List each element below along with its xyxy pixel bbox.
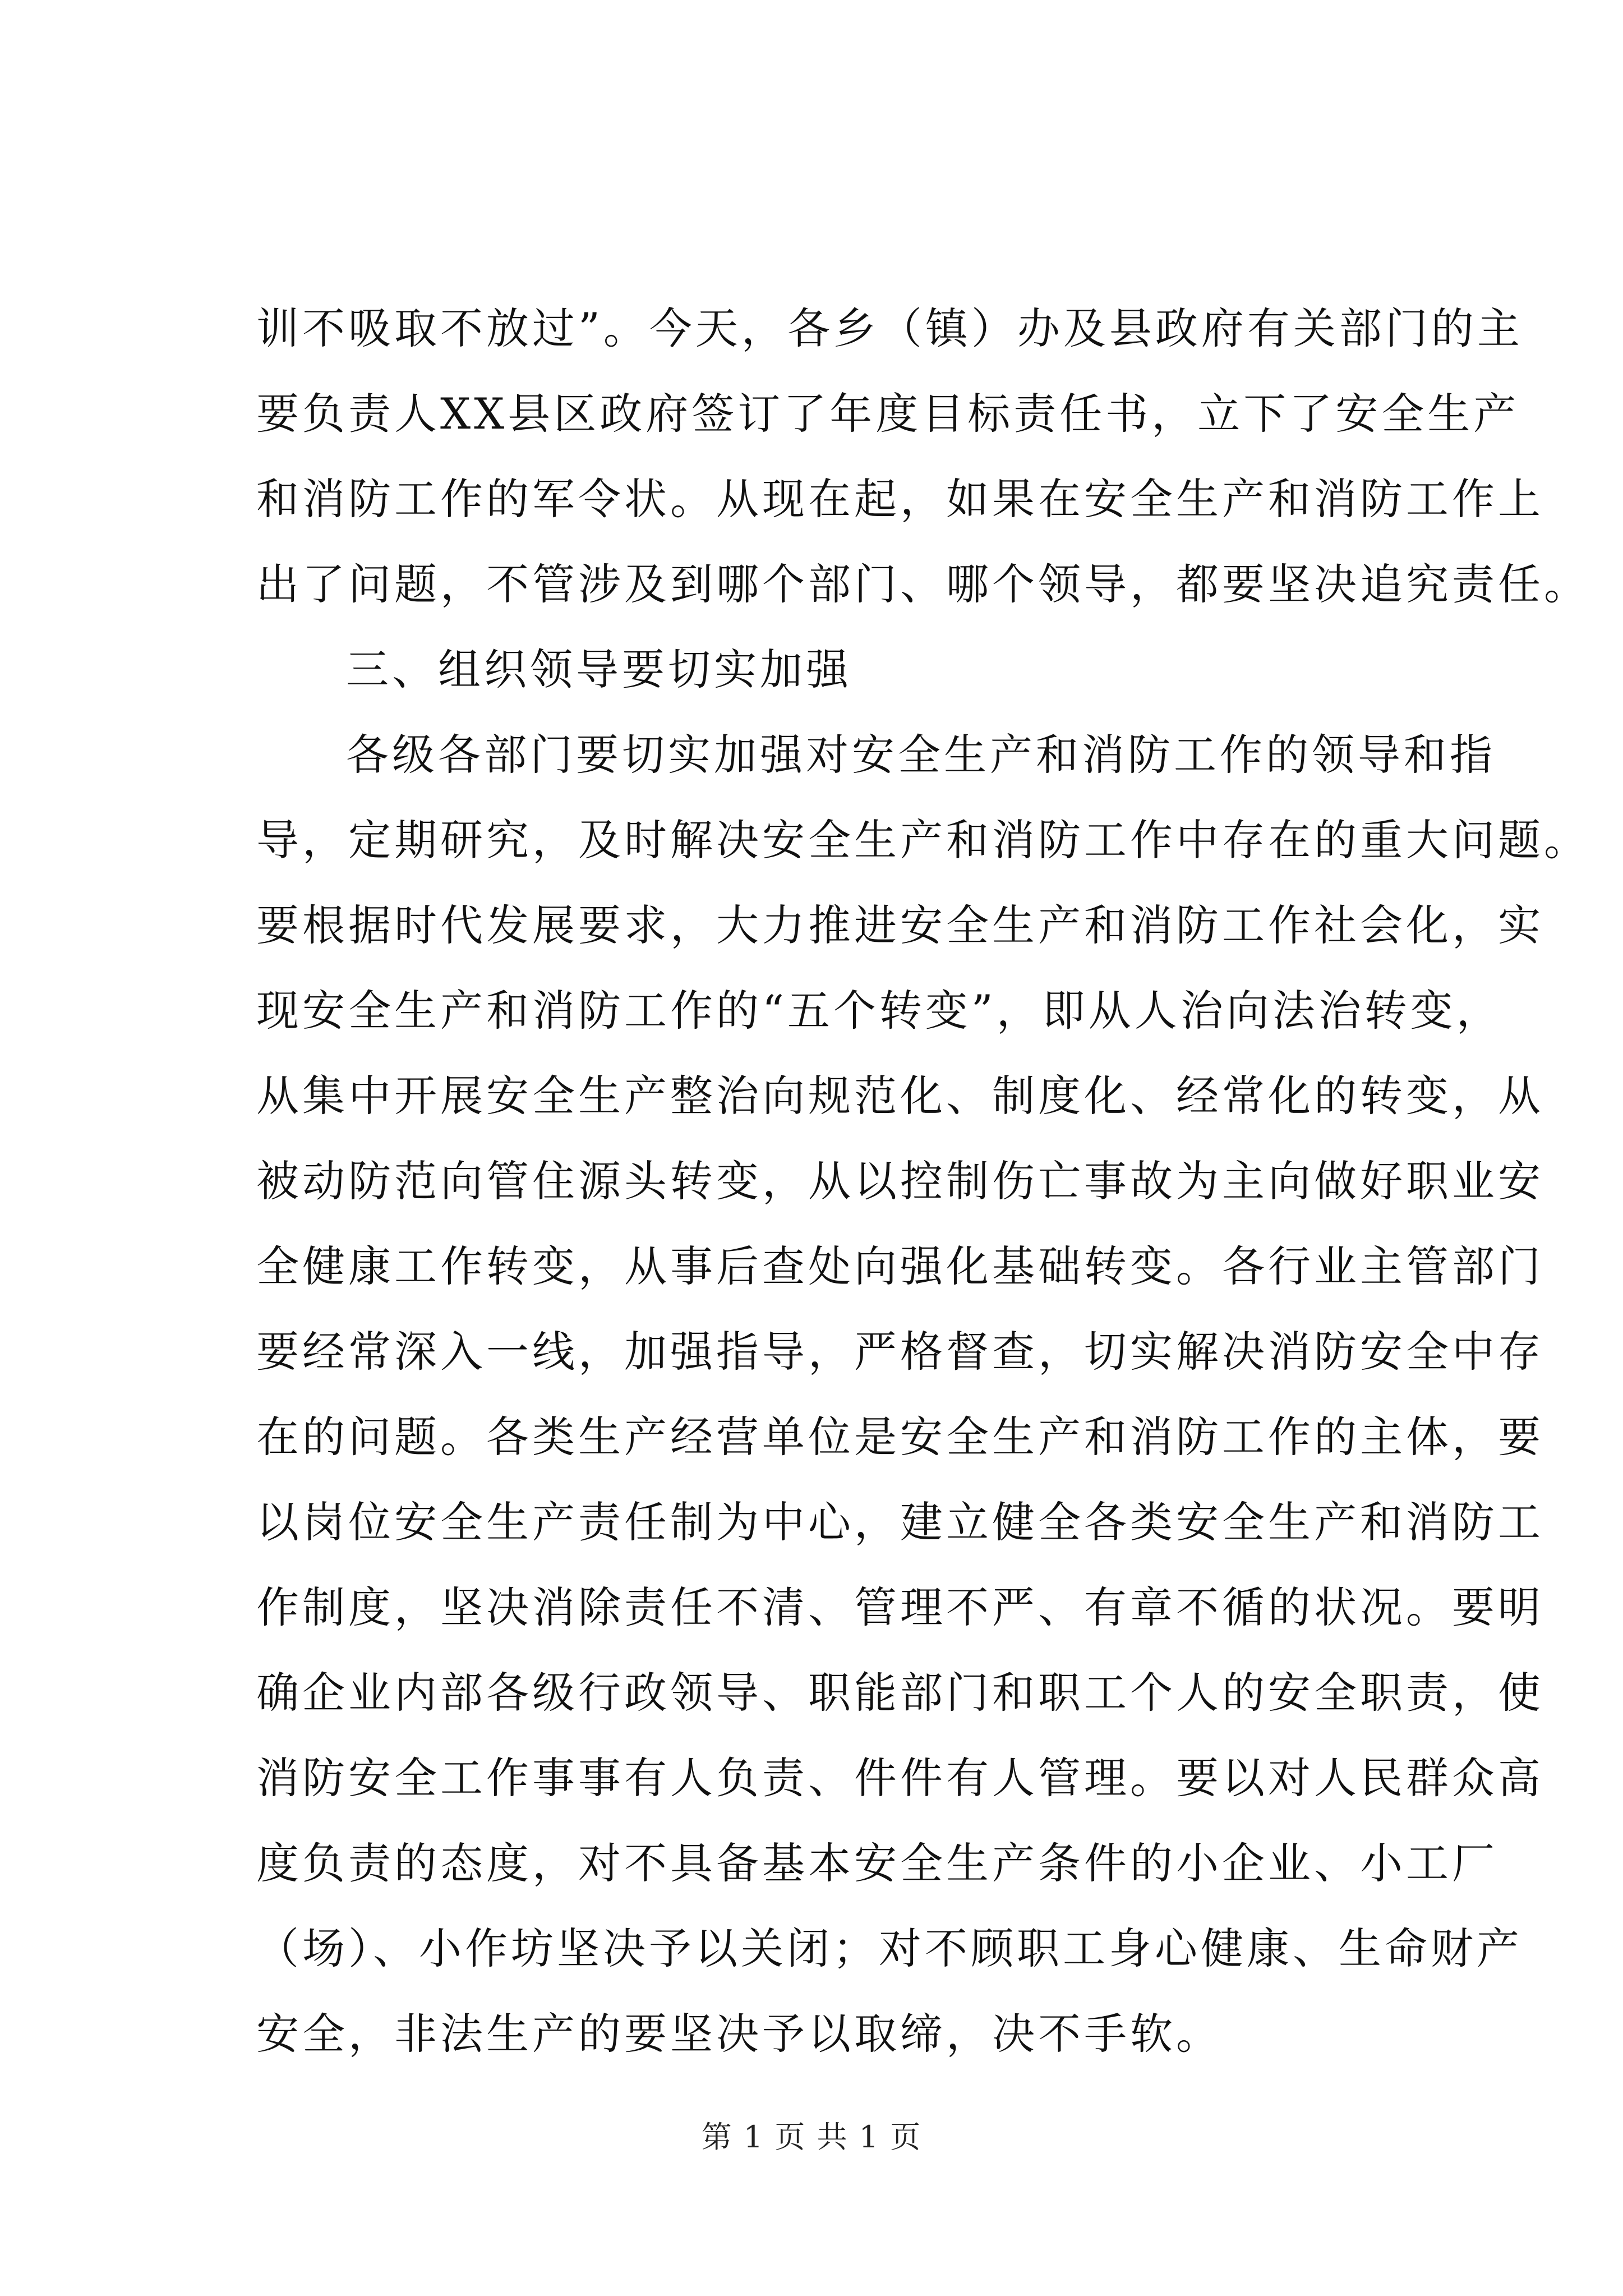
document-body <box>256 286 1590 2077</box>
paragraph-line: 要根据时代发展要求，大力推进安全生产和消防工作社会化，实 <box>256 900 1544 950</box>
paragraph-line: 确企业内部各级行政领导、职能部门和职工个人的安全职责，使 <box>256 1668 1544 1718</box>
paragraph-line: 全健康工作转变，从事后查处向强化基础转变。各行业主管部门 <box>256 1241 1544 1291</box>
paragraph-line: 被动防范向管住源头转变，从以控制伤亡事故为主向做好职业安 <box>256 1156 1544 1206</box>
paragraph-line: 训不吸取不放过”。今天，各乡（镇）办及县政府有关部门的主 <box>256 303 1523 353</box>
paragraph-line: 和消防工作的军令状。从现在起，如果在安全生产和消防工作上 <box>256 474 1544 524</box>
paragraph-line: 出了问题，不管涉及到哪个部门、哪个领导，都要坚决追究责任。 <box>256 559 1590 609</box>
paragraph-line: 从集中开展安全生产整治向规范化、制度化、经常化的转变，从 <box>256 1071 1544 1121</box>
paragraph-line: （场）、小作坊坚决予以关闭；对不顾职工身心健康、生命财产 <box>256 1924 1523 1973</box>
paragraph-line: 作制度，坚决消除责任不清、管理不严、有章不循的状况。要明 <box>256 1582 1544 1632</box>
paragraph-line: 安全，非法生产的要坚决予以取缔，决不手软。 <box>256 2009 1222 2059</box>
page-number-footer: 第 1 页 共 1 页 <box>701 2119 922 2155</box>
paragraph-line: 各级各部门要切实加强对安全生产和消防工作的领导和指 <box>346 730 1496 780</box>
paragraph-line: 消防安全工作事事有人负责、件件有人管理。要以对人民群众高 <box>256 1753 1544 1803</box>
paragraph-line: 导，定期研究，及时解决安全生产和消防工作中存在的重大问题。 <box>256 815 1590 865</box>
paragraph-line: 现安全生产和消防工作的“五个转变”，即从人治向法治转变， <box>256 986 1502 1036</box>
paragraph-line: 度负责的态度，对不具备基本安全生产条件的小企业、小工厂 <box>256 1838 1498 1888</box>
paragraph-line: 要经常深入一线，加强指导，严格督查，切实解决消防安全中存 <box>256 1327 1544 1377</box>
section-heading: 三、组织领导要切实加强 <box>346 645 852 694</box>
paragraph-line: 以岗位安全生产责任制为中心，建立健全各类安全生产和消防工 <box>256 1497 1544 1547</box>
paragraph-line: 在的问题。各类生产经营单位是安全生产和消防工作的主体，要 <box>256 1412 1544 1462</box>
paragraph-line: 要负责人XX县区政府签订了年度目标责任书，立下了安全生产 <box>256 389 1520 439</box>
